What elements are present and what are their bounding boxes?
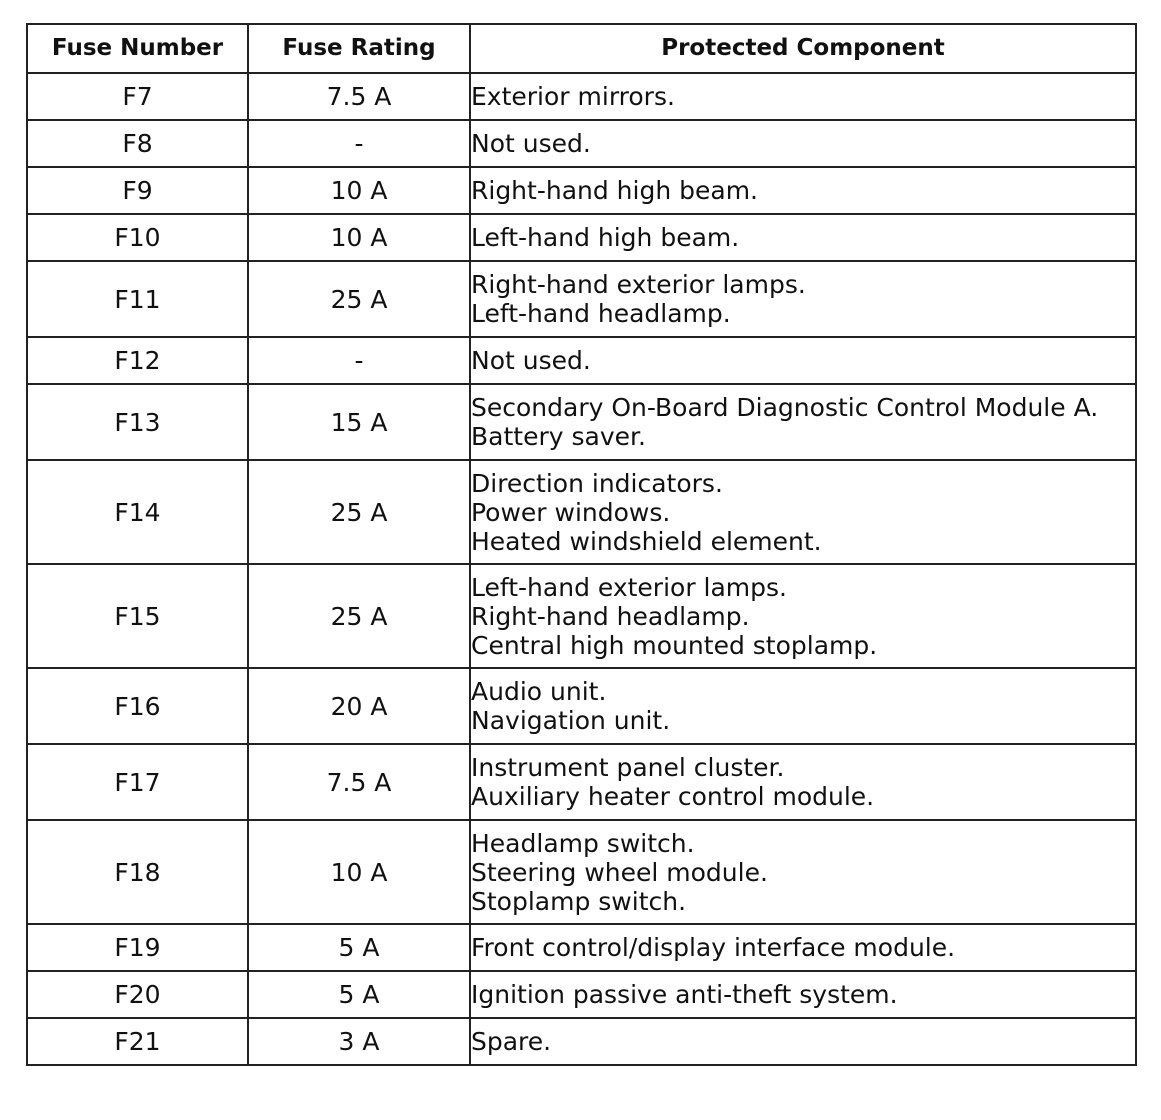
protected-component-cell	[470, 924, 1136, 971]
header-fuse-rating: Fuse Rating	[248, 24, 470, 73]
fuse-rating-cell: 7.5 A	[248, 744, 470, 820]
fuse-table	[26, 23, 1137, 1066]
fuse-number-cell: F16	[27, 668, 248, 744]
protected-component-cell	[470, 460, 1136, 564]
component-line: Navigation unit.	[471, 706, 671, 735]
fuse-rating-cell: 25 A	[248, 460, 470, 564]
component-line: Steering wheel module.	[471, 857, 768, 887]
fuse-rating-cell: 15 A	[248, 384, 470, 460]
protected-component-cell	[470, 1018, 1136, 1065]
table-row	[27, 744, 1136, 820]
component-line: Front control/display interface module.	[471, 933, 956, 962]
component-line: Heated windshield element.	[471, 526, 822, 556]
component-line: Left-hand high beam.	[471, 223, 740, 252]
component-line: Stoplamp switch.	[471, 886, 687, 916]
protected-component-cell	[470, 564, 1136, 668]
protected-component-cell	[470, 120, 1136, 167]
protected-component-cell	[470, 384, 1136, 460]
fuse-number-cell: F12	[27, 337, 248, 384]
fuse-rating-cell: 10 A	[248, 214, 470, 261]
table-row	[27, 564, 1136, 668]
table-row	[27, 73, 1136, 120]
fuse-number-cell: F11	[27, 261, 248, 337]
table-row	[27, 167, 1136, 214]
component-line: Right-hand high beam.	[471, 176, 758, 205]
fuse-rating-cell: 3 A	[248, 1018, 470, 1065]
component-line: Instrument panel cluster.	[471, 753, 785, 782]
component-line: Central high mounted stoplamp.	[471, 630, 878, 660]
component-line: Left-hand exterior lamps.	[471, 572, 788, 602]
table-header	[27, 24, 1136, 73]
component-line: Right-hand headlamp.	[471, 601, 750, 631]
component-line: Auxiliary heater control module.	[471, 782, 875, 811]
fuse-number-cell: F8	[27, 120, 248, 167]
component-line: Right-hand exterior lamps.	[471, 270, 806, 299]
fuse-number-cell: F21	[27, 1018, 248, 1065]
component-line: Headlamp switch.	[471, 828, 695, 858]
fuse-number-cell: F13	[27, 384, 248, 460]
table-row	[27, 924, 1136, 971]
table-row	[27, 971, 1136, 1018]
fuse-rating-cell: 7.5 A	[248, 73, 470, 120]
fuse-rating-cell: 5 A	[248, 971, 470, 1018]
table-row	[27, 668, 1136, 744]
fuse-rating-cell: 25 A	[248, 564, 470, 668]
protected-component-cell	[470, 261, 1136, 337]
fuse-number-cell: F20	[27, 971, 248, 1018]
fuse-number-cell: F7	[27, 73, 248, 120]
component-line: Audio unit.	[471, 677, 607, 706]
component-line: Battery saver.	[471, 422, 646, 451]
fuse-rating-cell: 10 A	[248, 167, 470, 214]
table-row	[27, 337, 1136, 384]
component-line: Secondary On-Board Diagnostic Control Module A.	[471, 393, 1099, 422]
table-row	[27, 820, 1136, 924]
header-row	[27, 24, 1136, 73]
table-row	[27, 120, 1136, 167]
protected-component-cell	[470, 820, 1136, 924]
fuse-rating-cell: -	[248, 120, 470, 167]
protected-component-cell	[470, 337, 1136, 384]
table-body	[27, 73, 1136, 1065]
header-fuse-number: Fuse Number	[27, 24, 248, 73]
fuse-number-cell: F10	[27, 214, 248, 261]
table-row	[27, 214, 1136, 261]
protected-component-cell	[470, 73, 1136, 120]
component-line: Not used.	[471, 346, 591, 375]
component-line: Exterior mirrors.	[471, 82, 675, 111]
table-row	[27, 261, 1136, 337]
fuse-rating-cell: -	[248, 337, 470, 384]
component-line: Power windows.	[471, 497, 671, 527]
table-row	[27, 384, 1136, 460]
fuse-number-cell: F14	[27, 460, 248, 564]
fuse-number-cell: F15	[27, 564, 248, 668]
fuse-number-cell: F19	[27, 924, 248, 971]
fuse-number-cell: F17	[27, 744, 248, 820]
component-line: Spare.	[471, 1027, 552, 1056]
component-line: Ignition passive anti-theft system.	[471, 980, 898, 1009]
component-line: Not used.	[471, 129, 591, 158]
component-line: Left-hand headlamp.	[471, 299, 731, 328]
fuse-rating-cell: 10 A	[248, 820, 470, 924]
protected-component-cell	[470, 744, 1136, 820]
table-row	[27, 460, 1136, 564]
fuse-rating-cell: 25 A	[248, 261, 470, 337]
table-row	[27, 1018, 1136, 1065]
fuse-rating-cell: 20 A	[248, 668, 470, 744]
fuse-rating-cell: 5 A	[248, 924, 470, 971]
protected-component-cell	[470, 971, 1136, 1018]
fuse-number-cell: F9	[27, 167, 248, 214]
protected-component-cell	[470, 214, 1136, 261]
protected-component-cell	[470, 668, 1136, 744]
fuse-number-cell: F18	[27, 820, 248, 924]
header-protected-component: Protected Component	[470, 24, 1136, 73]
protected-component-cell	[470, 167, 1136, 214]
component-line: Direction indicators.	[471, 468, 723, 498]
